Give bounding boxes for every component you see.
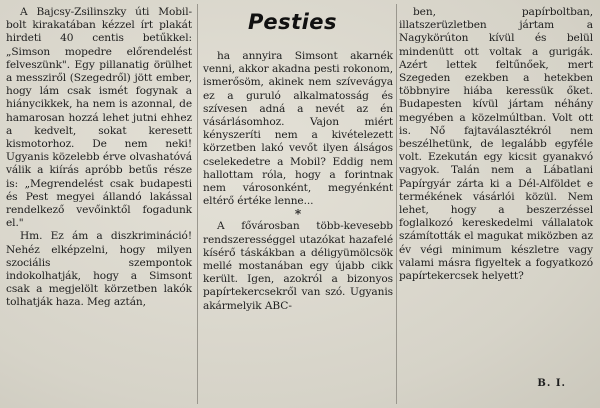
paragraph: ben, papírboltban, illatszerüzletben jártam a Nagykörúton kívül és belül mindenütt ott voltak a gurigák. Azért lettek feltűnőek, mert Szegeden ezekben a hetekben többnyire hiába keressük őket. Budapesten kívül jártam néhány megyében a közelmúltban. Volt ott is. Nő fajtaválasztékról nem beszélhetünk, de legalább egyféle volt. Ezekután egy kicsit gyanakvó vagyok. Talán nem a Lábatlani Papírgyár zárta ki a Dél-Alföldet e termékének vásárlói közül. Nem lehet, hogy a beszerzéssel foglalkozó kereskedelmi vállalatok számították el magukat miközben az év végi minimum készletre vagy valami másra figyeltek a fogyatkozó papírtekercsek helyett?: [399, 6, 593, 283]
paragraph: A Bajcsy-Zsilinszky úti Mobil-bolt kirakatában kézzel írt plakát hirdeti 40 centis betűkkel: „Simson mopedre előrendelést felveszünk". Egy pillanatig örülhet a messziről (Szegedről) jött ember, hogy lám csak ismét fogynak a hiánycikkek, ha nem is azonnal, de hamarosan hozzá lehet jutni ehhez a kedvelt, sokat keresett kismotorhoz. De nem neki! Ugyanis közelebb érve olvashatóvá válik a kiírás apróbb betűs része is: „Megrendelést csak budapesti és Pest megyei állandó lakással rendelkező vevőinktől fogadunk el.": [6, 6, 192, 230]
column-2: [203, 50, 393, 313]
column-1: [6, 6, 192, 310]
paragraph: ha annyira Simsont akarnék venni, akkor akadna pesti rokonom, ismerősöm, akinek nem szívevágya ez a guruló alkalmatosság és szívesen adná a nevét az én vásárlásomhoz. Vajon miért kényszeríti nem a kivételezett körzetben lakó vevőt ilyen álságos cselekedetre a Mobil? Eddig nem hallottam róla, hogy a forintnak nem városonként, megyénként eltérő értéke lenne...: [203, 50, 393, 208]
section-separator: *: [294, 207, 302, 222]
column-divider: [396, 4, 397, 404]
paragraph: Hm. Ez ám a diszkrimináció! Nehéz elképzelni, hogy milyen szociális szempontok indokolhatják, hogy a Simsont csak a megjelölt körzetben lakók tolhatják haza. Meg aztán,: [6, 230, 192, 309]
column-divider: [197, 4, 198, 404]
article-title: Pesties: [248, 10, 338, 34]
column-3: [399, 6, 593, 283]
author-signature: B. I.: [537, 378, 566, 389]
paragraph: A fővárosban több-kevesebb rendszerességgel utazókat hazafelé kísérő táskákban a déligyümölcsök mellé mostanában egy újabb cikk került. Igen, azokról a bizonyos papírtekercsekről van szó. Ugyanis akármelyik ABC-: [203, 220, 393, 312]
